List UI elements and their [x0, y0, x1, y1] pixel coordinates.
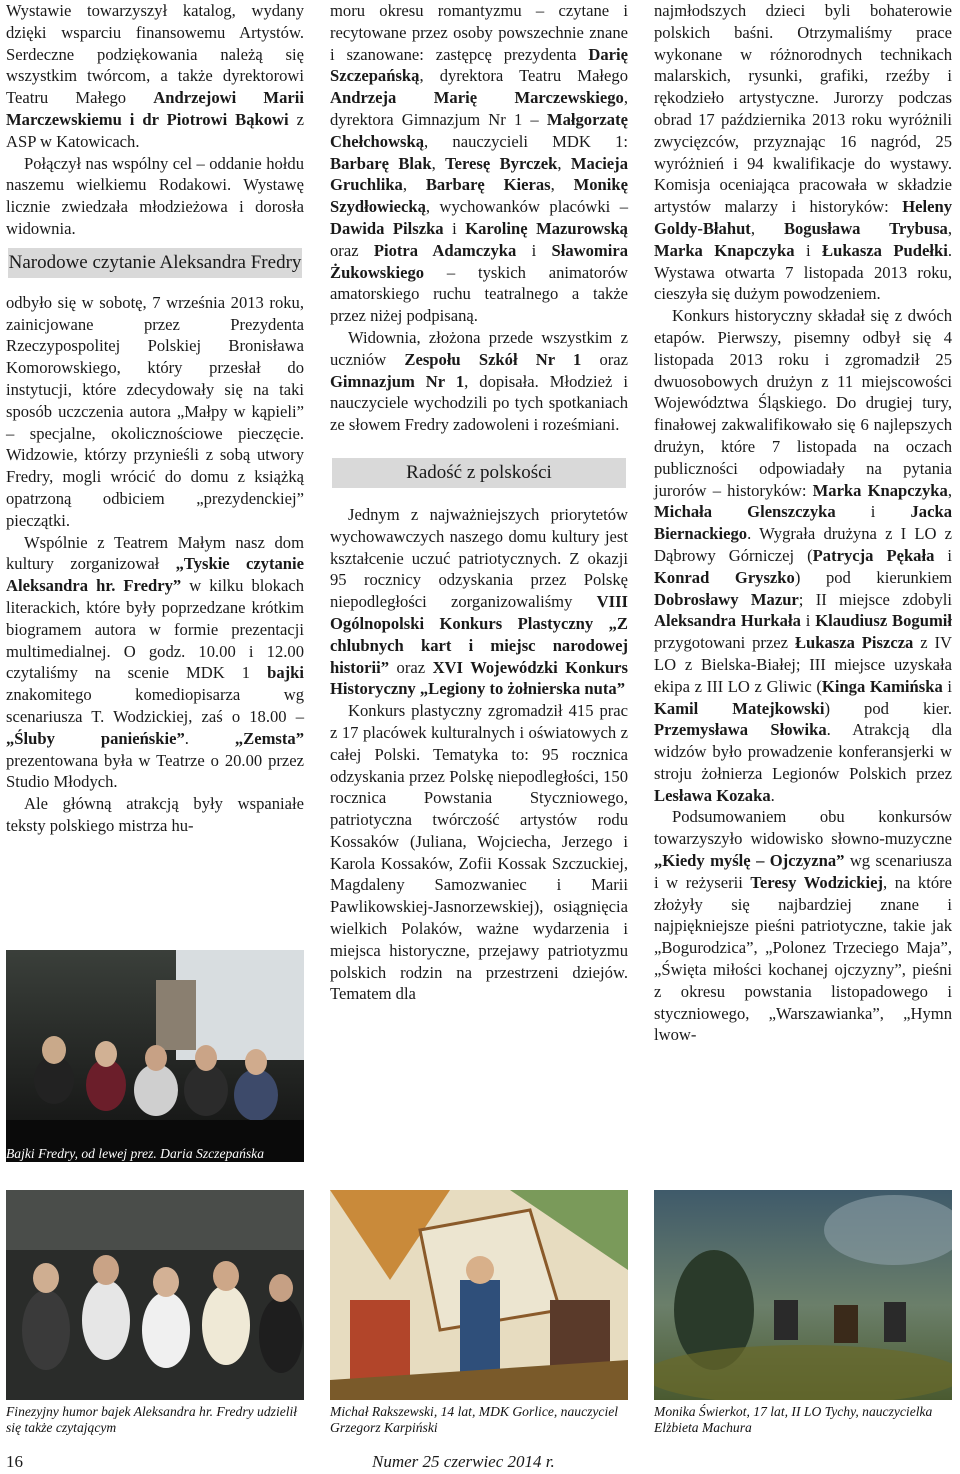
painting-image: [654, 1190, 952, 1400]
paragraph: Podsumowaniem obu konkursów towarzyszyło widowisko słowno-muzyczne „Kiedy myślę – Ojczyzna” wg scenariusza i w reżyserii Teresy Wodzickiej, na które złożyły się najbardziej znane i najpiękniejsze pieśni patriotyczne, takie jak „Bogurodzica”, „Polonez Trzeciego Maja”, „Święta miłości kochanej ojczyzny”, pieśni z okresu powstania listopadowego i styczniowego, „Warszawianka”, „Hymn lwow-: [654, 807, 953, 1045]
readers-photo-image: [6, 1190, 304, 1400]
paragraph: Wspólnie z Teatrem Małym nasz dom kultury zorganizował „Tyskie czytanie Aleksandra hr. Fredry” w kilku blokach literackich, które były poprzedzane krótkim biogramem autora w formie prezentacji multimedialnej. O godz. 10.00 i 12.00 czytaliśmy na scenie MDK 1 bajki znakomitego komediopisarza wg scenariusza T. Wodzickiej, zaś o 18.00 – „Śluby panieńskie”. „Zemsta” prezentowana była w Teatrze o 20.00 przez Studio Młodych.: [6, 532, 305, 792]
photo-painting-rakszewski: [330, 1190, 628, 1400]
page-number: 16: [6, 1452, 23, 1471]
paragraph: Ale główną atrakcją były wspaniałe teksty polskiego mistrza hu-: [6, 794, 304, 835]
section-heading: Narodowe czytanie Aleksandra Fredry: [8, 248, 302, 278]
paragraph: Jednym z najważniejszych priorytetów wychowawczych naszego domu kultury jest kształcenie uczuć patriotycznych. Z okazji 95 rocznicy odzyskania przez Polskę niepodległości zorganizowaliśmy VIII Ogólnopolski Konkurs Plastyczny „Z chlubnych kart i miejsc narodowej historii” oraz XVI Wojewódzki Konkurs Historyczny „Legiony to żołnierska nuta”: [330, 504, 628, 699]
painting-image: [330, 1190, 628, 1400]
photo-caption: Monika Świerkot, 17 lat, II LO Tychy, nauczycielka Elżbieta Machura: [654, 1404, 933, 1435]
column-3: [654, 0, 952, 1046]
stage-photo-image: [6, 950, 304, 1162]
paragraph: Połączył nas wspólny cel – oddanie hołdu naszemu wielkiemu Rodakowi. Wystawę licznie zwiedzała młodzieżowa i dorosła widownia.: [6, 153, 304, 238]
photo-painting-swierkot: [654, 1190, 952, 1400]
paragraph: odbyło się w sobotę, 7 września 2013 roku, zainicjowane przez Prezydenta Rzeczypospolitej Polskiej Bronisława Komorowskiego, który przesłał do instytucji, które zdecydowały się na taki sposób uczczenia autora „Małpy w kąpieli” – specjalne, okolicznościowe pieczęcie. Widzowie, którzy przynieśli z sobą utwory Fredry, mogli wrócić do domu z książką opatrzoną odbiciem „prezydenckiej” pieczątki.: [6, 292, 304, 530]
column-1: [6, 0, 304, 837]
photo-caption: Michał Rakszewski, 14 lat, MDK Gorlice, nauczyciel Grzegorz Karpiński: [330, 1404, 619, 1435]
paragraph: Konkurs historyczny składał się z dwóch etapów. Pierwszy, pisemny odbył się 4 listopada 2013 roku i zgromadził 25 dwuosobowych drużyn z 11 miejscowości Województwa Śląskiego. Do drugiej tury, finałowej zakwalifikowało się 6 najlepszych drużyn, które 7 listopada na oczach publiczności odpowiadały na pytania jurorów – historyków: Marka Knapczyka, Michała Glenszczyka i Jacka Biernackiego. Wygrała drużyna z I LO z Dąbrowy Górniczej (Patrycja Pękała i Konrad Gryszko) pod kierunkiem Dobrosławy Mazur; II miejsce zdobyli Aleksandra Hurkała i Klaudiusz Bogumił przygotowani przez Łukasza Piszcza z IV LO z Bielska-Białej; III miejsce uzyskała ekipa z III LO z Gliwic (Kinga Kamińska i Kamil Matejkowski) pod kier. Przemysława Słowika. Atrakcją dla widzów było prowadzenie konferansjerki w stroju żołnierza Legionów Polskich przez Lesława Kozaka.: [654, 306, 953, 805]
photo-readers-applauding: [6, 1190, 304, 1400]
paragraph: Wystawie towarzyszył katalog, wydany dzięki wsparciu finansowemu Artystów. Serdeczne podziękowania należą się wszystkim twórcom, a także dyrektorowi Teatru Małego Andrzejowi Marii Marczewskiemu i dr Piotrowi Bąkowi z ASP w Katowicach.: [6, 1, 305, 151]
paragraph: moru okresu romantyzmu – czytane i recytowane przez osoby powszechnie znane i szanowane: zastępcę prezydenta Darię Szczepańską, dyrektora Teatru Małego Andrzeja Marię Marczewskiego, dyrektora Gimnazjum Nr 1 – Małgorzatę Chełchowską, nauczycieli MDK 1: Barbarę Blak, Teresę Byrczek, Macieja Gruchlika, Barbarę Kieras, Monikę Szydłowiecką, wychowanków placówki – Dawida Pilszka i Karolinę Mazurowską oraz Piotra Adamczyka i Sławomira Żukowskiego – tyskich animatorów amatorskiego ruchu teatralnego a także przez niżej podpisaną.: [330, 1, 628, 326]
paragraph: najmłodszych dzieci byli bohaterowie polskich baśni. Otrzymaliśmy prace wykonane w różnorodnych technikach malarskich, rysunki, grafiki, rzeźby i rękodzieło artystyczne. Jurorzy podczas obrad 17 października 2013 roku wyróżnili zwycięzców, przyznając 16 nagród, 25 wyróżnień i 94 kwalifikacje do wystawy. Komisja oceniająca pracowała w składzie artystów malarzy i historyków: Heleny Goldy-Błahut, Bogusława Trybusa, Marka Knapczyka i Łukasza Pudełki. Wystawa otwarta 7 listopada 2013 roku, cieszyła się dużym powodzeniem.: [654, 1, 952, 304]
photo-caption: Bajki Fredry, od lewej prez. Daria Szczepańska: [6, 1146, 264, 1161]
photo-caption: Finezyjny humor bajek Aleksandra hr. Fredry udzielił się także czytającym: [6, 1404, 298, 1435]
column-2: [330, 0, 628, 1005]
paragraph: Widownia, złożona przede wszystkim z uczniów Zespołu Szkół Nr 1 oraz Gimnazjum Nr 1, dopisała. Młodzież i nauczyciele wychodzili po tych spotkaniach ze słowem Fredry zadowoleni i roześmiani.: [330, 327, 629, 435]
photo-fredry-reading: [6, 950, 304, 1162]
issue-info: Numer 25 czerwiec 2014 r.: [372, 1452, 555, 1471]
section-heading: Radość z polskości: [332, 458, 626, 488]
paragraph: Konkurs plastyczny zgromadził 415 prac z 17 placówek kulturalnych i oświatowych z całej Polski. Tematyka to: 95 rocznica odzyskania przez Polskę niepodległości, 150 rocznica Powstania Styczniowego, patriotyczna twórczość artystów rodu Kossaków (Juliana, Wojciecha, Jerzego i Karola Kossaków, Zofii Kossak Szczuckiej, Magdaleny Samozwaniec i Marii Pawlikowskiej-Jasnorzewskiej), osiągnięcia wielkich Polaków, ważne wydarzenia i miejsca historyczne, przejawy patriotyzmu polskich rodzin na przestrzeni dziejów. Tematem dla: [330, 701, 628, 1004]
